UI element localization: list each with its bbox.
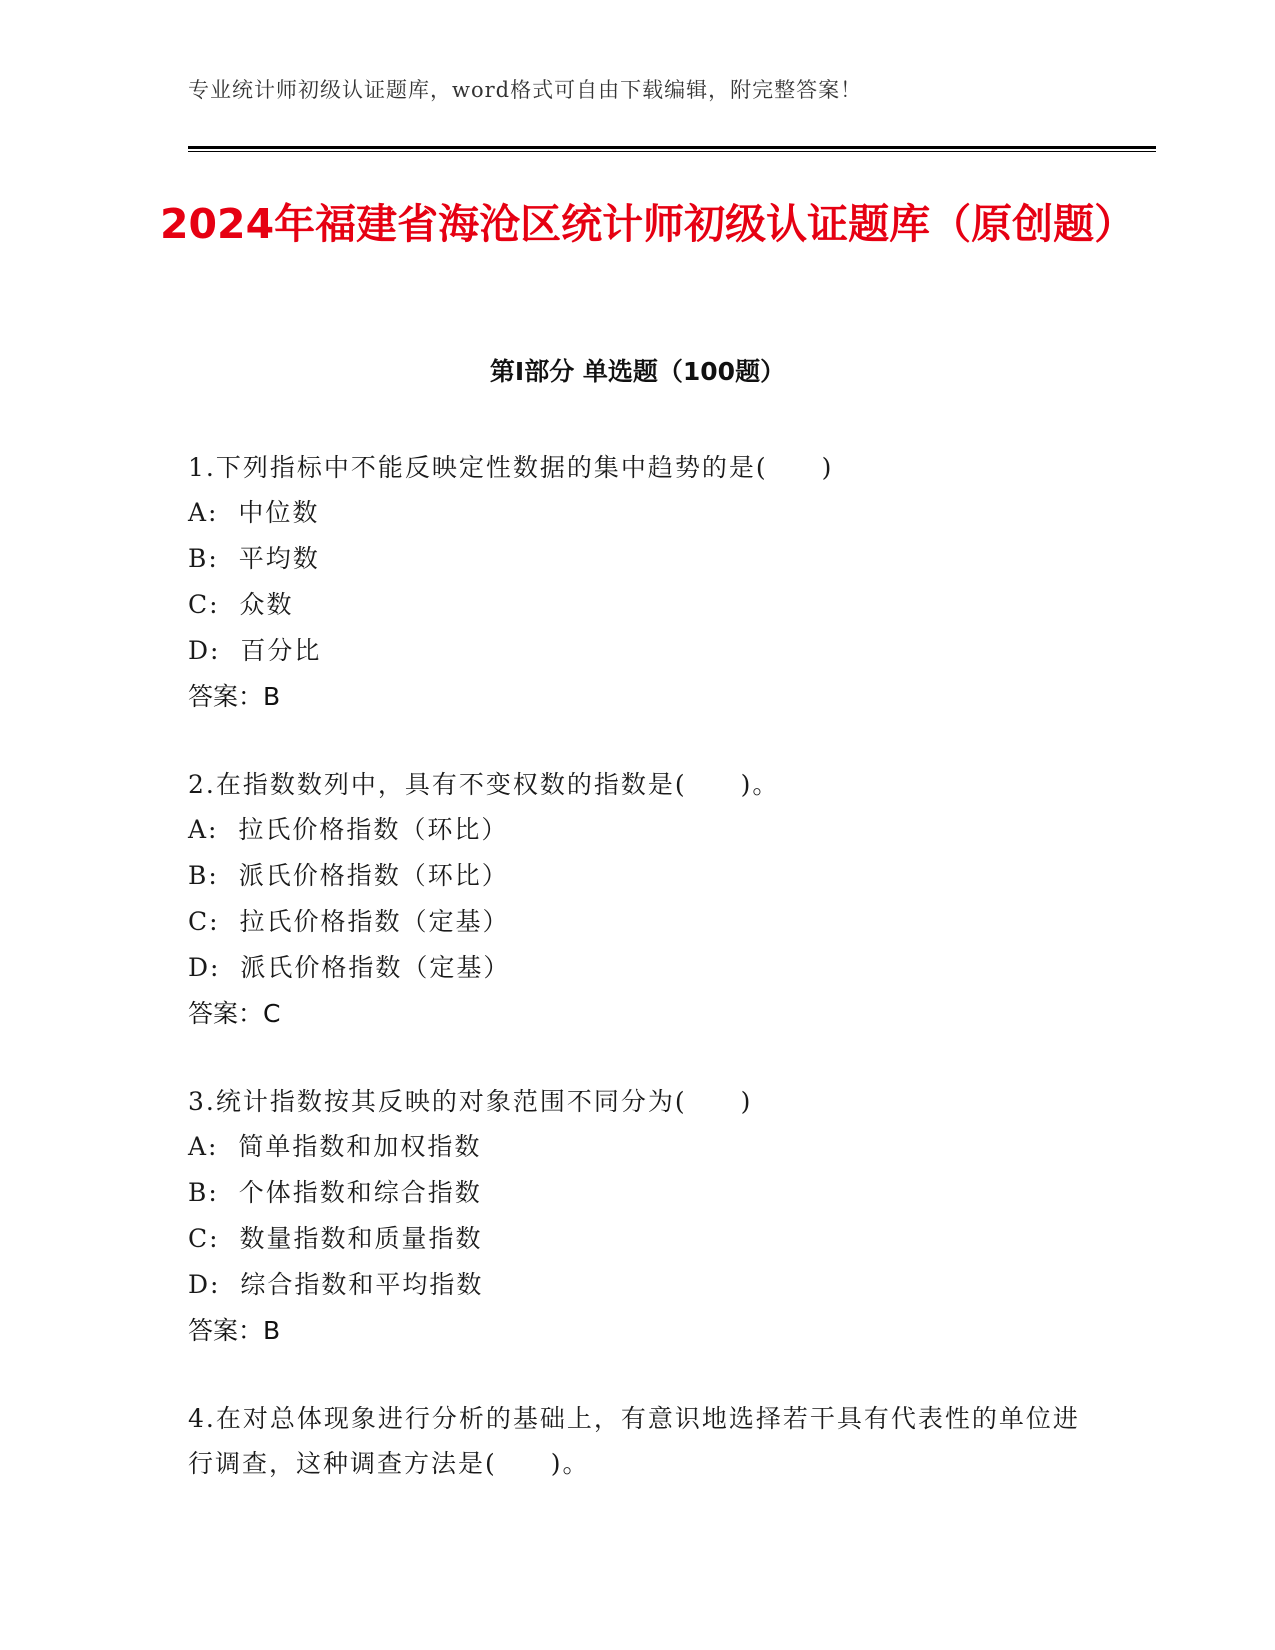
option-a: A: 简单指数和加权指数 [188, 1132, 482, 1161]
option-c: C: 拉氏价格指数（定基） [188, 907, 510, 936]
question-4 [188, 1396, 1088, 1486]
option-b: B: 个体指数和综合指数 [188, 1178, 482, 1207]
option-b: B: 派氏价格指数（环比） [188, 861, 509, 890]
option-c: C: 数量指数和质量指数 [188, 1224, 483, 1253]
answer: 答案：B [188, 1316, 281, 1345]
option-b: B: 平均数 [188, 544, 320, 573]
question-stem: 1.下列指标中不能反映定性数据的集中趋势的是( ) [188, 453, 834, 482]
section-title: 第Ⅰ部分 单选题（100题） [489, 357, 786, 386]
answer: 答案：C [188, 999, 281, 1028]
option-a: A: 拉氏价格指数（环比） [188, 815, 509, 844]
document-title: 2024年福建省海沧区统计师初级认证题库（原创题） [160, 200, 1136, 248]
question-list [188, 445, 1088, 1528]
question-stem: 2.在指数数列中，具有不变权数的指数是( )。 [188, 770, 780, 799]
option-d: D: 百分比 [188, 636, 322, 665]
question-2 [188, 762, 1088, 1037]
question-3 [188, 1079, 1088, 1354]
answer: 答案：B [188, 682, 281, 711]
option-a: A: 中位数 [188, 498, 320, 527]
header-rule [188, 146, 1156, 152]
question-1 [188, 445, 1088, 720]
question-stem: 3.统计指数按其反映的对象范围不同分为( ) [188, 1087, 753, 1116]
option-d: D: 综合指数和平均指数 [188, 1270, 484, 1299]
question-stem: 4.在对总体现象进行分析的基础上，有意识地选择若干具有代表性的单位进行调查，这种调查方法是( )。 [188, 1404, 1080, 1478]
option-c: C: 众数 [188, 590, 294, 619]
option-d: D: 派氏价格指数（定基） [188, 953, 511, 982]
page-header: 专业统计师初级认证题库，word格式可自由下载编辑，附完整答案！ [188, 78, 863, 102]
